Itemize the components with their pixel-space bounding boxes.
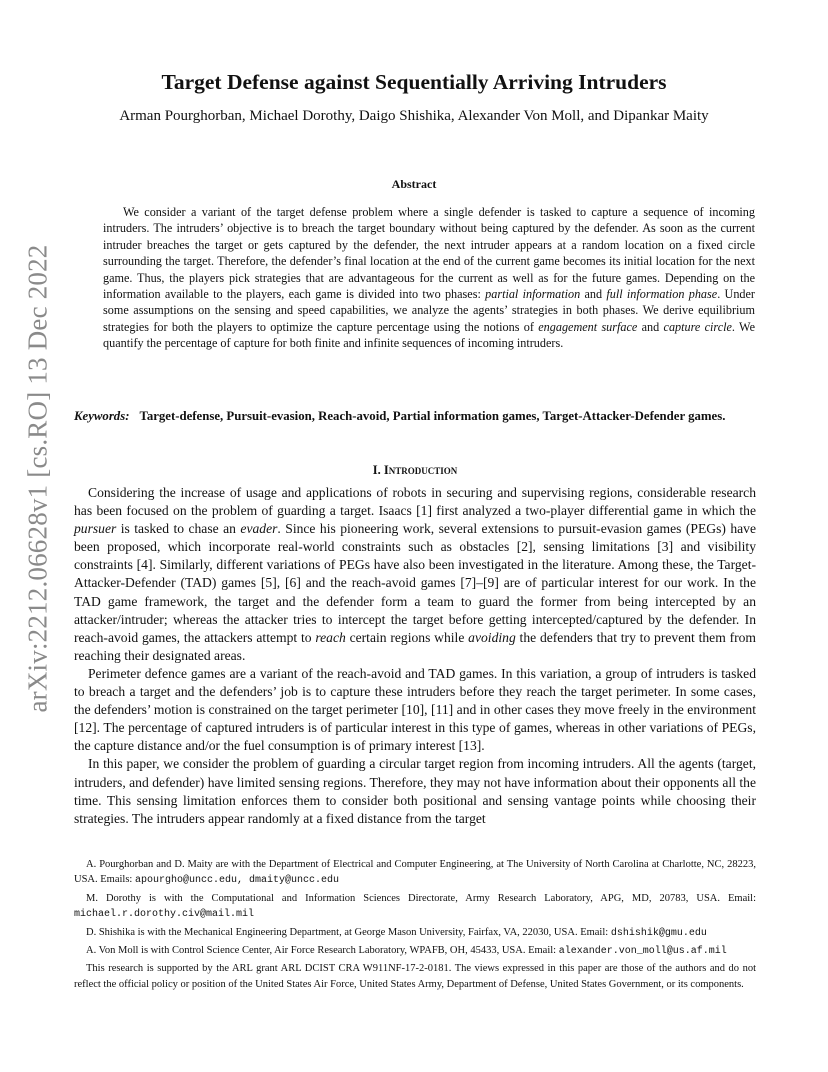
footnote-email: alexander.von_moll@us.af.mil [558, 946, 727, 958]
footnote [74, 891, 756, 923]
abstract-segment: . Under some assumptions on the sensing and speed capabilities, we analyze the agents’ strategies in both phases. We derive equilibrium strategies for both the players to optimize the capture percentage using the notions of [103, 287, 755, 334]
intro-paragraph [74, 484, 756, 665]
intro-segment: the defenders that try to prevent them from reaching their designated areas. [74, 629, 756, 663]
abstract-segment: and [580, 287, 607, 302]
abstract-emphasis: engagement surface [538, 319, 638, 334]
affiliation-footnotes [74, 857, 756, 994]
section-title: Introduction [383, 463, 458, 477]
footnote-text: A. Pourghorban and D. Maity are with the Department of Electrical and Computer Engineering, at The University of North Carolina at Charlotte, NC, 28223, USA. Emails: [74, 859, 756, 886]
footnote-email: apourgho@uncc.edu, dmaity@uncc.edu [134, 875, 340, 887]
abstract-emphasis: capture circle [663, 319, 732, 334]
abstract-heading: Abstract [391, 177, 437, 191]
arxiv-stamp-text: arXiv:2212.06628v1 [cs.RO] 13 Dec 2022 [22, 243, 53, 713]
paper-title: Target Defense against Sequentially Arriving Intruders [161, 70, 667, 94]
intro-emphasis: avoiding [468, 629, 516, 645]
abstract-text [103, 204, 755, 352]
intro-segment: . Since his pioneering work, several extensions to pursuit-evasion games (PEGs) have been proposed, which incorporate real-world constraints such as obstacles [2], sensing limitations [3] and visibility constraints [4]. Similarly, different variations of PEGs have also been investigated in the literature. Among these, the Target-Attacker-Defender (TAD) games [5], [6] and the reach-avoid games [7]–[9] are of particular interest for our work. In the TAD game framework, the target and the defender form a team to guard the former from being intercepted by an attacker/intruder; whereas the attacker tries to intercept the target before getting intercepted/captured by the defender. In reach-avoid games, the attackers attempt to [74, 521, 756, 645]
abstract-segment: and [637, 319, 664, 334]
footnote [74, 943, 756, 959]
abstract-segment: We consider a variant of the target defense problem where a single defender is tasked to capture a sequence of incoming intruders. The intruders’ objective is to breach the target boundary without being captured by the defender. As soon as the current intruder breaches the target or gets captured by the defender, the next intruder appears at a random location on a fixed circle surrounding the target. Therefore, the defender’s final location at the end of the current game becomes its initial location for the next game. Thus, the players pick strategies that are advantageous for the current as well as for the future games. Depending on the information available to the players, each game is divided into two phases: [103, 205, 755, 302]
footnote-email: michael.r.dorothy.civ@mail.mil [74, 909, 255, 921]
footnote [74, 857, 756, 889]
abstract-segment: . We quantify the percentage of capture for both finite and infinite sequences of incoming intruders. [103, 319, 755, 351]
keywords-label: Keywords: [74, 409, 130, 423]
footnote-text: M. Dorothy is with the Computational and Information Sciences Directorate, Army Research Laboratory, APG, MD, 20783, USA. Email: [86, 892, 756, 904]
section-heading-introduction [74, 463, 756, 478]
intro-emphasis: pursuer [74, 521, 117, 537]
footnote-text: A. Von Moll is with Control Science Center, Air Force Research Laboratory, WPAFB, OH, 45433, USA. Email: [86, 945, 559, 957]
intro-paragraph: In this paper, we consider the problem of guarding a circular target region from incoming intruders. All the agents (target, intruders, and defender) have limited sensing regions. Therefore, they may not have information about their opponents all the time. This sensing limitation enforces them to consider both positional and sensing vantage points while choosing their strategies. The intruders appear randomly at a fixed distance from the target [74, 756, 756, 826]
arxiv-identifier-stamp [18, 243, 58, 713]
intro-segment: Considering the increase of usage and applications of robots in securing and supervising regions, considerable research has been focused on the problem of guarding a target. Isaacs [1] first analyzed a two-player differential game in which the [74, 485, 756, 519]
footnote-email: dshishik@gmu.edu [610, 927, 707, 939]
intro-segment: certain regions while [345, 629, 469, 645]
abstract-emphasis: full information phase [606, 287, 718, 302]
author-list: Arman Pourghorban, Michael Dorothy, Daigo Shishika, Alexander Von Moll, and Dipankar Maity [119, 108, 709, 124]
intro-emphasis: reach [315, 629, 346, 645]
intro-emphasis: evader [240, 521, 278, 537]
footnote-text: D. Shishika is with the Mechanical Engineering Department, at George Mason University, Fairfax, VA, 22030, USA. Email: [86, 926, 611, 938]
footnote: This research is supported by the ARL grant ARL DCIST CRA W911NF-17-2-0181. The views expressed in this paper are those of the authors and do not reflect the official policy or position of the United States Air Force, United States Army, Department of Defense, United States Government, or its components. [74, 963, 756, 990]
intro-paragraph: Perimeter defence games are a variant of the reach-avoid and TAD games. In this variation, a group of intruders is tasked to breach a target and the defenders’ job is to capture these intruders before they reach the target perimeter. In some cases, the defenders’ motion is constrained on the target perimeter [10], [11] and in other cases they move freely in the environment [12]. The percentage of captured intruders is of particular interest in this type of games, whereas in other variations of PEGs, the capture distance and/or the fuel consumption is of primary interest [13]. [74, 665, 756, 754]
keywords-list: Target-defense, Pursuit-evasion, Reach-avoid, Partial information games, Target-Attacker-Defender games. [139, 409, 726, 423]
introduction-body [74, 484, 756, 828]
intro-segment: is tasked to chase an [116, 521, 241, 537]
section-number: I. [372, 463, 381, 477]
footnote [74, 925, 756, 941]
abstract-emphasis: partial information [485, 287, 581, 302]
keywords [74, 407, 756, 426]
